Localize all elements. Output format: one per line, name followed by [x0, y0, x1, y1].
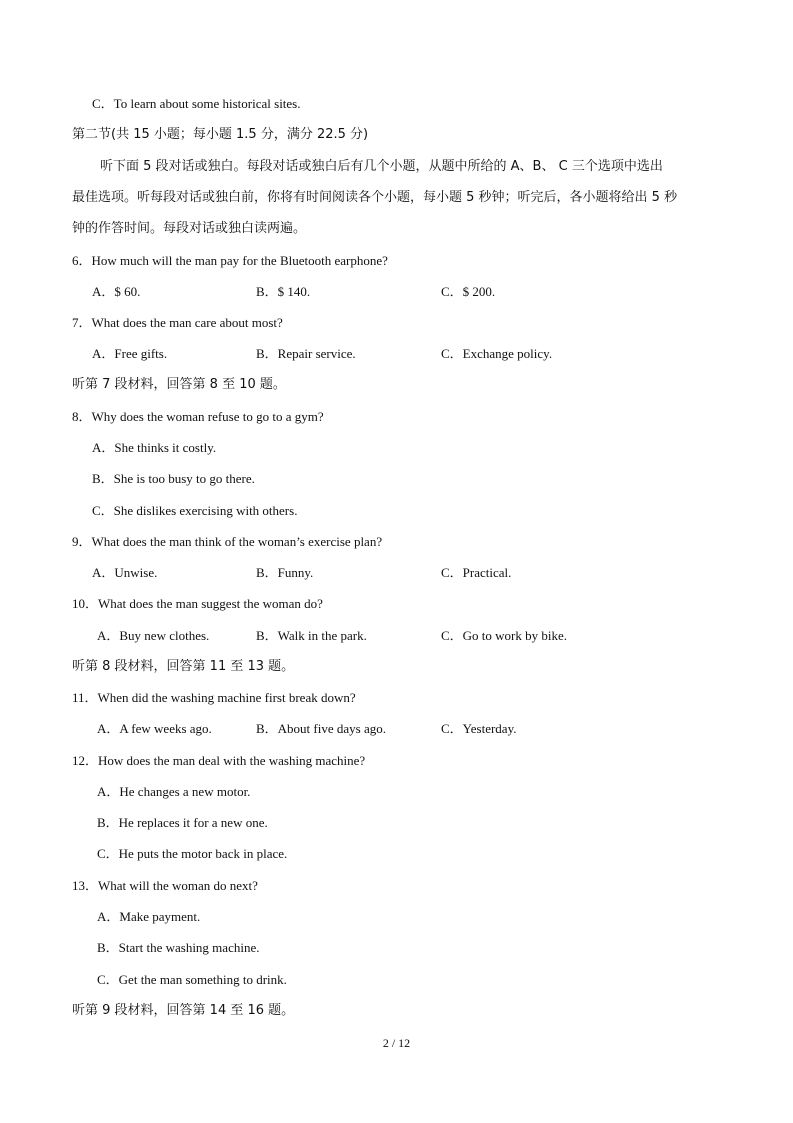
option-c-historical-sites: C．To learn about some historical sites.: [92, 96, 301, 111]
instructions-line-3: 钟的作答时间。每段对话或独白读两遍。: [72, 221, 307, 236]
question-10-option-c: C．Go to work by bike.: [441, 628, 568, 643]
question-12-stem: 12．How does the man deal with the washing machine?: [72, 753, 366, 768]
question-8-option-c: C．She dislikes exercising with others.: [92, 503, 298, 518]
question-10-option-b: B．Walk in the park.: [256, 628, 367, 643]
question-11-option-b: B．About five days ago.: [256, 721, 386, 736]
question-8-option-b: B．She is too busy to go there.: [92, 471, 255, 486]
question-12-option-a: A．He changes a new motor.: [97, 784, 251, 799]
segment-8-heading: 听第 8 段材料，回答第 11 至 13 题。: [72, 659, 295, 674]
question-7-option-c: C．Exchange policy.: [441, 346, 553, 361]
instructions-line-1: 听下面 5 段对话或独白。每段对话或独白后有几个小题，从题中所给的 A、B、 C 三个选项中选出: [100, 159, 663, 174]
question-6-option-a: A．$ 60.: [92, 284, 141, 299]
instructions-line-2: 最佳选项。听每段对话或独白前，你将有时间阅读各个小题，每小题 5 秒钟；听完后，各小题将给出 5 秒: [72, 190, 678, 205]
section-title: 第二节(共 15 小题；每小题 1.5 分，满分 22.5 分): [72, 127, 369, 142]
question-10-option-a: A．Buy new clothes.: [97, 628, 210, 643]
question-11-option-c: C．Yesterday.: [441, 721, 517, 736]
question-8-option-a: A．She thinks it costly.: [92, 440, 217, 455]
question-6-stem: 6．How much will the man pay for the Bluetooth earphone?: [72, 253, 388, 268]
question-10-stem: 10．What does the man suggest the woman do?: [72, 596, 323, 611]
question-7-option-a: A．Free gifts.: [92, 346, 168, 361]
question-9-option-c: C．Practical.: [441, 565, 512, 580]
question-11-option-a: A．A few weeks ago.: [97, 721, 212, 736]
segment-9-heading: 听第 9 段材料，回答第 14 至 16 题。: [72, 1003, 295, 1018]
question-9-option-b: B．Funny.: [256, 565, 314, 580]
question-7-option-b: B．Repair service.: [256, 346, 356, 361]
question-13-option-a: A．Make payment.: [97, 909, 201, 924]
question-13-stem: 13．What will the woman do next?: [72, 878, 258, 893]
question-7-stem: 7．What does the man care about most?: [72, 315, 283, 330]
question-9-stem: 9．What does the man think of the woman’s exercise plan?: [72, 534, 383, 549]
question-9-option-a: A．Unwise.: [92, 565, 158, 580]
question-13-option-b: B．Start the washing machine.: [97, 940, 260, 955]
question-11-stem: 11．When did the washing machine first break down?: [72, 690, 356, 705]
segment-7-heading: 听第 7 段材料，回答第 8 至 10 题。: [72, 377, 286, 392]
question-12-option-b: B．He replaces it for a new one.: [97, 815, 268, 830]
question-6-option-b: B．$ 140.: [256, 284, 311, 299]
page-number: 2 / 12: [382, 1036, 411, 1050]
question-13-option-c: C．Get the man something to drink.: [97, 972, 287, 987]
question-8-stem: 8．Why does the woman refuse to go to a gym?: [72, 409, 324, 424]
question-6-option-c: C．$ 200.: [441, 284, 496, 299]
question-12-option-c: C．He puts the motor back in place.: [97, 846, 288, 861]
